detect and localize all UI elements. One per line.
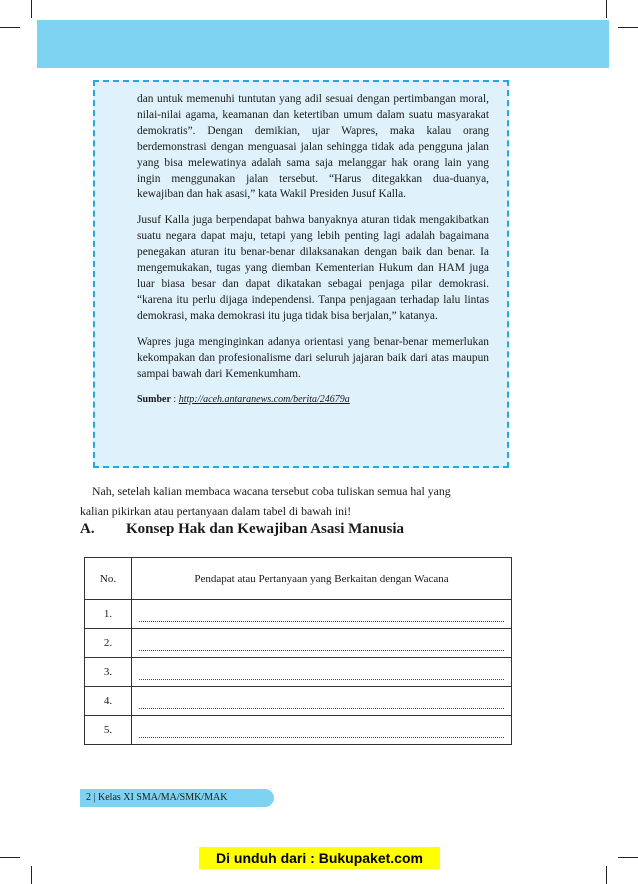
table-row — [85, 687, 512, 716]
answer-cell[interactable] — [132, 716, 512, 745]
article-paragraph: dan untuk memenuhi tuntutan yang adil sesuai dengan pertimbangan moral, nilai-nilai agama, keamanan dan ketertiban umum dalam suatu masyarakat demokratis”. Dengan demikian, ujar Wapres, maka kalau orang berdemonstrasi dengan menguasai jalan sehingga tidak ada pengguna jalan yang bisa melewatinya adalah sama saja melanggar hak orang lain yang ingin menggunakan jalan tersebut. “Harus ditegakkan dua-duanya, kewajiban dan hak asasi,” kata Wakil Presiden Jusuf Kalla. — [137, 93, 489, 201]
answer-cell[interactable] — [132, 600, 512, 629]
column-header-opinion: Pendapat atau Pertanyaan yang Berkaitan dengan Wacana — [132, 558, 512, 600]
section-number: A. — [80, 521, 95, 537]
table-row — [85, 629, 512, 658]
section-title: Konsep Hak dan Kewajiban Asasi Manusia — [126, 521, 404, 537]
source-label: Sumber — [137, 394, 171, 406]
table-header-row — [85, 558, 512, 600]
source-separator: : — [170, 394, 179, 406]
crop-mark — [31, 0, 32, 18]
header-band — [37, 20, 609, 68]
intro-text — [80, 481, 512, 521]
dotted-line — [139, 665, 504, 680]
row-number: 4. — [85, 687, 132, 716]
answer-cell[interactable] — [132, 658, 512, 687]
source-line — [137, 392, 489, 408]
answer-cell[interactable] — [132, 687, 512, 716]
dotted-line — [139, 636, 504, 651]
answer-table — [84, 557, 512, 745]
column-header-no: No. — [85, 558, 132, 600]
crop-mark — [0, 857, 20, 858]
page-footer-label: 2 | Kelas XI SMA/MA/SMK/MAK — [80, 789, 274, 807]
table-row — [85, 716, 512, 745]
intro-line: Nah, setelah kalian membaca wacana tersebut coba tuliskan semua hal yang — [92, 484, 451, 498]
crop-mark — [606, 866, 607, 884]
crop-mark — [606, 0, 607, 18]
crop-mark — [618, 27, 638, 28]
source-link[interactable]: http://aceh.antaranews.com/berita/24679a — [178, 394, 350, 406]
dotted-line — [139, 607, 504, 622]
dotted-line — [139, 694, 504, 709]
answer-cell[interactable] — [132, 629, 512, 658]
dotted-line — [139, 723, 504, 738]
row-number: 3. — [85, 658, 132, 687]
article-text — [137, 92, 489, 408]
crop-mark — [618, 857, 638, 858]
article-paragraph: Jusuf Kalla juga berpendapat bahwa banyaknya aturan tidak mengakibatkan suatu negara dapat maju, tetapi yang lebih penting lagi adalah bagaimana penegakan aturan itu benar-benar dilaksanakan dengan baik dan benar. Ia mengemukakan, tugas yang diemban Kementerian Hukum dan HAM juga luar biasa besar dan dapat dikatakan sebagai penjaga pilar demokrasi. “karena itu perlu dijaga independensi. Tanpa penjagaan terhadap lalu lintas demokrasi, maka demokrasi itu juga tidak bisa berjalan,” katanya. — [137, 214, 489, 322]
row-number: 5. — [85, 716, 132, 745]
row-number: 1. — [85, 600, 132, 629]
row-number: 2. — [85, 629, 132, 658]
table-row — [85, 600, 512, 629]
crop-mark — [31, 866, 32, 884]
download-banner[interactable]: Di unduh dari : Bukupaket.com — [199, 847, 440, 869]
article-paragraph: Wapres juga menginginkan adanya orientasi yang benar-benar memerlukan kekompakan dan profesionalisme dari seluruh jajaran baik dari atas maupun sampai bawah dari Kemenkumham. — [137, 335, 489, 380]
intro-line: kalian pikirkan atau pertanyaan dalam tabel di bawah ini! — [80, 504, 352, 518]
table-row — [85, 658, 512, 687]
crop-mark — [0, 27, 20, 28]
section-heading — [80, 521, 404, 538]
